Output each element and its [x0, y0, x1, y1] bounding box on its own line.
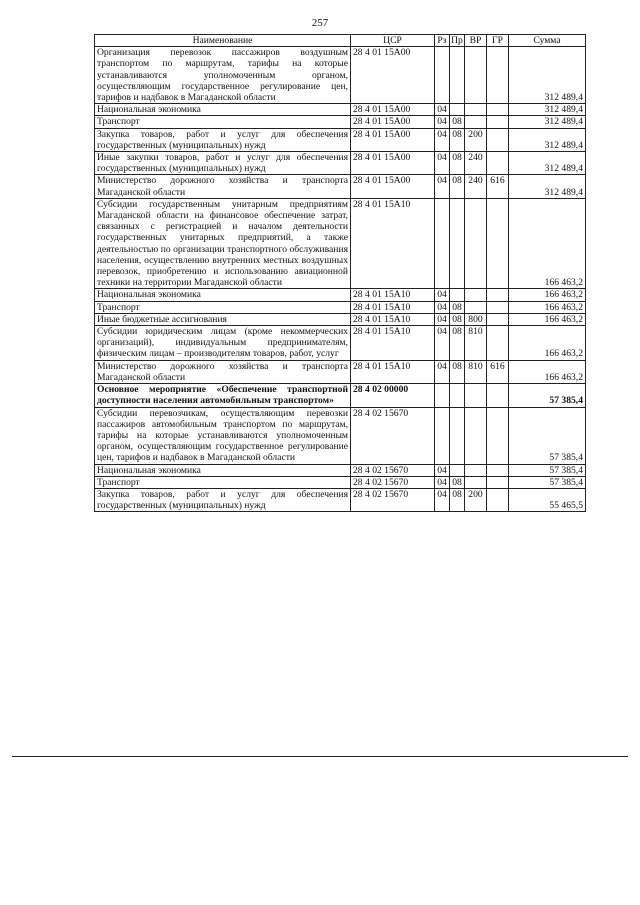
cell-sum: 312 489,4: [509, 104, 586, 116]
cell-pr: 08: [450, 326, 465, 361]
table-row: [95, 464, 586, 476]
header-vr: ВР: [465, 35, 487, 47]
cell-vr: [465, 104, 487, 116]
budget-table: [94, 34, 586, 512]
cell-gr: [487, 128, 509, 151]
cell-gr: [487, 384, 509, 407]
table-row: [95, 198, 586, 289]
table-row: [95, 175, 586, 198]
cell-pr: [450, 464, 465, 476]
cell-rz: 04: [435, 175, 450, 198]
cell-rz: 04: [435, 313, 450, 325]
cell-vr: [465, 289, 487, 301]
cell-sum: 312 489,4: [509, 152, 586, 175]
bottom-rule: [12, 756, 628, 757]
cell-sum: 57 385,4: [509, 464, 586, 476]
table-row: [95, 116, 586, 128]
cell-name: Организация перевозок пассажиров воздушным транспортом по маршрутам, тарифы на которые устанавливаются уполномоченным органом, осуществляющим государственное регулирование цен, тарифов и надбавок в Магаданской области: [95, 47, 351, 104]
cell-pr: [450, 407, 465, 464]
cell-name: Национальная экономика: [95, 464, 351, 476]
table-row: [95, 128, 586, 151]
cell-pr: 08: [450, 175, 465, 198]
cell-vr: [465, 116, 487, 128]
cell-pr: [450, 47, 465, 104]
cell-name: Субсидии государственным унитарным предприятиям Магаданской области на финансовое обеспечение затрат, связанных с регистрацией и началом деятельности государственных унитарных предприятий, а также деятельностью по организации транспортного обслуживания населения, осуществлению внутренних местных воздушных перевозок, приобретению и использованию авиационной техники на территории Магаданской области: [95, 198, 351, 289]
cell-gr: [487, 464, 509, 476]
cell-rz: 04: [435, 301, 450, 313]
cell-rz: 04: [435, 360, 450, 383]
table-header-row: [95, 35, 586, 47]
cell-sum: 166 463,2: [509, 360, 586, 383]
cell-sum: 57 385,4: [509, 384, 586, 407]
cell-sum: 166 463,2: [509, 289, 586, 301]
cell-vr: [465, 407, 487, 464]
cell-sum: 55 465,5: [509, 488, 586, 511]
cell-sum: 166 463,2: [509, 313, 586, 325]
cell-csr: 28 4 01 15А00: [351, 152, 435, 175]
table-row: [95, 407, 586, 464]
cell-rz: [435, 47, 450, 104]
cell-name: Субсидии перевозчикам, осуществляющим перевозки пассажиров автомобильным транспортом по маршрутам, тарифы на которые устанавливаются уполномоченным органом, осуществляющим государственное регулирование цен, тарифов и надбавок в Магаданской области: [95, 407, 351, 464]
cell-csr: 28 4 01 15А10: [351, 360, 435, 383]
cell-gr: [487, 116, 509, 128]
cell-pr: 08: [450, 116, 465, 128]
cell-pr: 08: [450, 152, 465, 175]
cell-name: Транспорт: [95, 301, 351, 313]
cell-csr: 28 4 02 15670: [351, 476, 435, 488]
cell-gr: [487, 407, 509, 464]
table-row: [95, 47, 586, 104]
cell-vr: 800: [465, 313, 487, 325]
table-row: [95, 384, 586, 407]
cell-csr: 28 4 02 15670: [351, 488, 435, 511]
cell-vr: 200: [465, 128, 487, 151]
cell-name: Национальная экономика: [95, 104, 351, 116]
cell-rz: 04: [435, 128, 450, 151]
cell-gr: [487, 476, 509, 488]
page-number: 257: [311, 17, 329, 29]
cell-gr: 616: [487, 175, 509, 198]
cell-name: Национальная экономика: [95, 289, 351, 301]
cell-csr: 28 4 02 00000: [351, 384, 435, 407]
cell-sum: 57 385,4: [509, 476, 586, 488]
header-pr: Пр: [451, 35, 463, 46]
cell-csr: 28 4 01 15А10: [351, 326, 435, 361]
header-sum: Сумма: [509, 35, 586, 47]
cell-csr: 28 4 02 15670: [351, 407, 435, 464]
cell-pr: 08: [450, 313, 465, 325]
cell-gr: [487, 198, 509, 289]
cell-name: Министерство дорожного хозяйства и транспорта Магаданской области: [95, 175, 351, 198]
cell-name: Основное мероприятие «Обеспечение транспортной доступности населения автомобильным транспортом»: [95, 384, 351, 407]
cell-vr: 810: [465, 360, 487, 383]
cell-vr: [465, 384, 487, 407]
table-row: [95, 313, 586, 325]
cell-rz: 04: [435, 116, 450, 128]
cell-pr: 08: [450, 128, 465, 151]
cell-pr: [450, 104, 465, 116]
cell-pr: [450, 289, 465, 301]
cell-vr: 240: [465, 175, 487, 198]
table-row: [95, 360, 586, 383]
cell-pr: 08: [450, 301, 465, 313]
cell-rz: 04: [435, 289, 450, 301]
cell-rz: 04: [435, 104, 450, 116]
header-csr: ЦСР: [351, 35, 435, 47]
cell-name: Иные бюджетные ассигнования: [95, 313, 351, 325]
cell-csr: 28 4 01 15А10: [351, 301, 435, 313]
cell-csr: 28 4 01 15А10: [351, 198, 435, 289]
cell-sum: 312 489,4: [509, 47, 586, 104]
cell-csr: 28 4 02 15670: [351, 464, 435, 476]
cell-vr: [465, 464, 487, 476]
cell-vr: 810: [465, 326, 487, 361]
header-name: Наименование: [95, 35, 351, 47]
cell-csr: 28 4 01 15А00: [351, 175, 435, 198]
cell-rz: [435, 384, 450, 407]
cell-gr: [487, 47, 509, 104]
cell-gr: [487, 289, 509, 301]
cell-csr: 28 4 01 15А00: [351, 116, 435, 128]
cell-name: Субсидии юридическим лицам (кроме некоммерческих организаций), индивидуальным предпринимателям, физическим лицам – производителям товаров, работ, услуг: [95, 326, 351, 361]
cell-name: Иные закупки товаров, работ и услуг для обеспечения государственных (муниципальных) нужд: [95, 152, 351, 175]
cell-sum: 312 489,4: [509, 175, 586, 198]
cell-rz: 04: [435, 476, 450, 488]
cell-pr: [450, 198, 465, 289]
cell-rz: 04: [435, 464, 450, 476]
cell-vr: 240: [465, 152, 487, 175]
cell-csr: 28 4 01 15А10: [351, 289, 435, 301]
cell-name: Транспорт: [95, 476, 351, 488]
cell-name: Закупка товаров, работ и услуг для обеспечения государственных (муниципальных) нужд: [95, 128, 351, 151]
cell-sum: 312 489,4: [509, 116, 586, 128]
cell-vr: [465, 476, 487, 488]
table-row: [95, 301, 586, 313]
cell-vr: 200: [465, 488, 487, 511]
table-row: [95, 476, 586, 488]
cell-vr: [465, 47, 487, 104]
table-row: [95, 289, 586, 301]
cell-gr: [487, 326, 509, 361]
cell-pr: 08: [450, 476, 465, 488]
cell-sum: 312 489,4: [509, 128, 586, 151]
cell-gr: [487, 301, 509, 313]
cell-name: Транспорт: [95, 116, 351, 128]
cell-csr: 28 4 01 15А00: [351, 128, 435, 151]
cell-vr: [465, 301, 487, 313]
cell-rz: 04: [435, 152, 450, 175]
cell-gr: [487, 313, 509, 325]
cell-sum: 166 463,2: [509, 301, 586, 313]
cell-pr: [450, 384, 465, 407]
cell-sum: 166 463,2: [509, 198, 586, 289]
cell-gr: [487, 488, 509, 511]
cell-sum: 166 463,2: [509, 326, 586, 361]
cell-gr: [487, 152, 509, 175]
table-row: [95, 104, 586, 116]
cell-vr: [465, 198, 487, 289]
cell-csr: 28 4 01 15А00: [351, 104, 435, 116]
cell-csr: 28 4 01 15А00: [351, 47, 435, 104]
cell-name: Министерство дорожного хозяйства и транспорта Магаданской области: [95, 360, 351, 383]
header-rz: Рз: [435, 35, 450, 47]
cell-gr: 616: [487, 360, 509, 383]
cell-rz: [435, 198, 450, 289]
cell-pr: 08: [450, 360, 465, 383]
cell-csr: 28 4 01 15А10: [351, 313, 435, 325]
header-gr: ГР: [487, 35, 509, 47]
table-row: [95, 326, 586, 361]
cell-rz: 04: [435, 326, 450, 361]
cell-sum: 57 385,4: [509, 407, 586, 464]
cell-name: Закупка товаров, работ и услуг для обеспечения государственных (муниципальных) нужд: [95, 488, 351, 511]
table-row: [95, 152, 586, 175]
cell-pr: 08: [450, 488, 465, 511]
cell-rz: 04: [435, 488, 450, 511]
cell-rz: [435, 407, 450, 464]
table-body: [95, 47, 586, 512]
table-row: [95, 488, 586, 511]
cell-gr: [487, 104, 509, 116]
